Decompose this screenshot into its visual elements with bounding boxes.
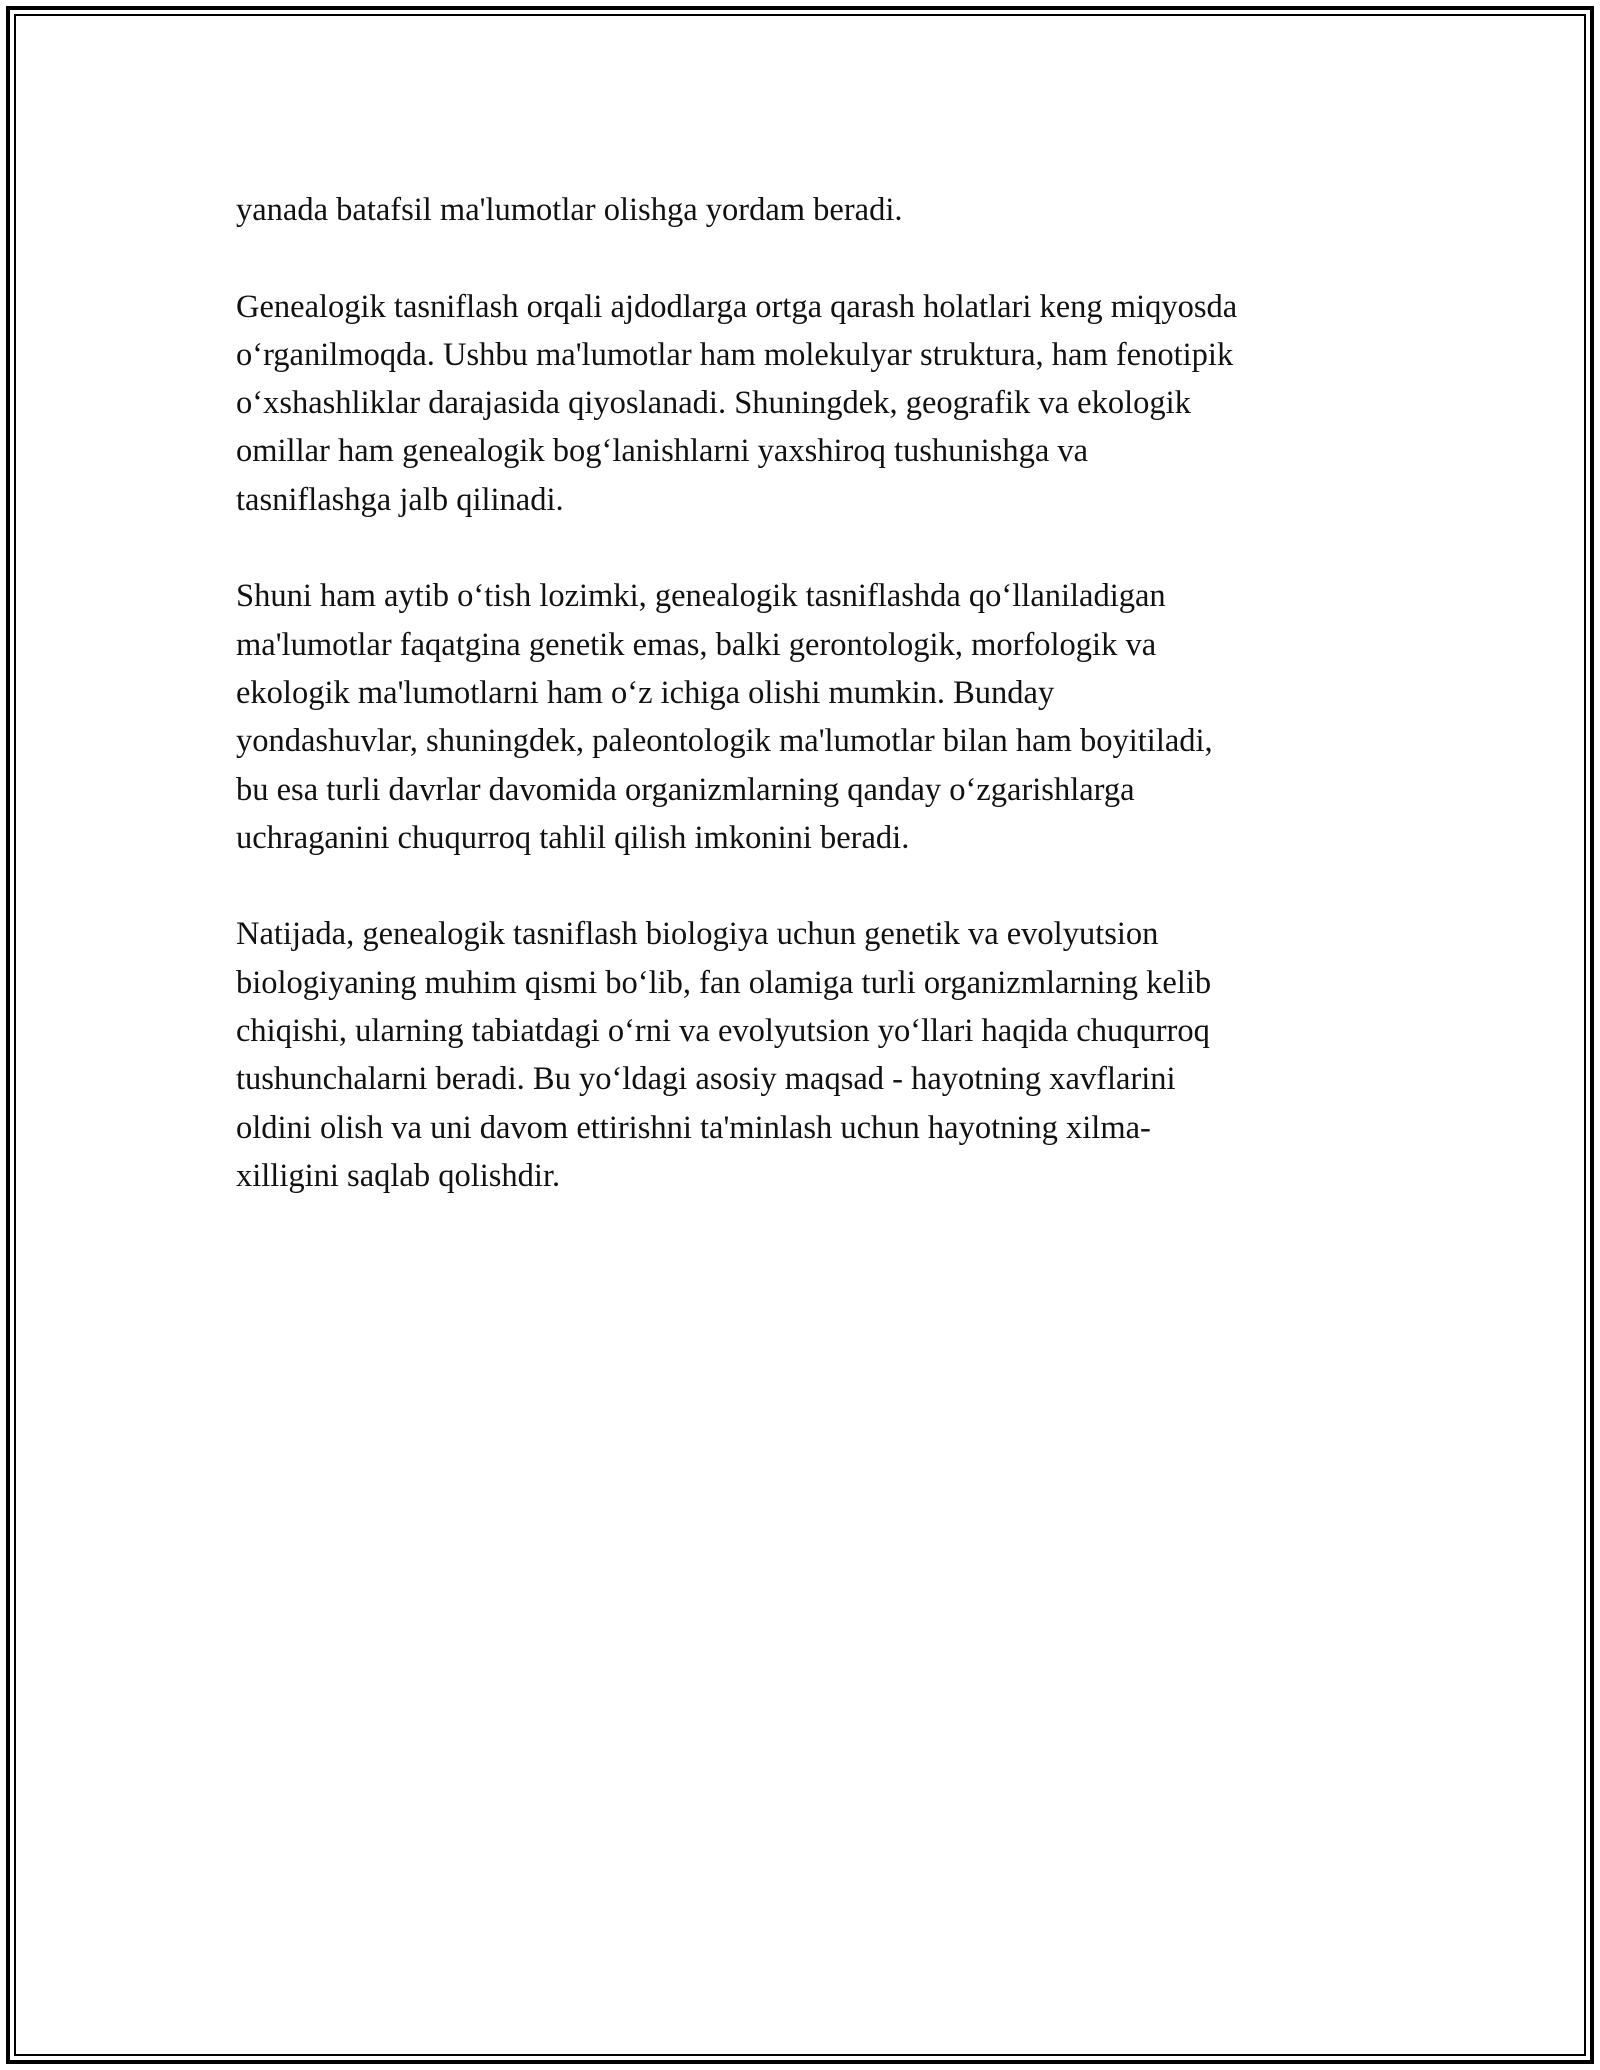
text-line: Genealogik tasniflash orqali ajdodlarga ortga qarash holatlari keng miqyosda	[236, 288, 1238, 325]
text-line: bu esa turli davrlar davomida organizmlarning qanday o‘zgarishlarga	[236, 771, 1135, 808]
paragraph-3	[236, 572, 1376, 862]
text-line: chiqishi, ularning tabiatdagi o‘rni va evolyutsion yo‘llari haqida chuqurroq	[236, 1013, 1210, 1050]
text-line: oldini olish va uni davom ettirishni ta'minlash uchun hayotning xilma-	[236, 1109, 1151, 1146]
text-line: yanada batafsil ma'lumotlar olishga yordam beradi.	[236, 192, 903, 228]
text-line: omillar ham genealogik bog‘lanishlarni yaxshiroq tushunishga va	[236, 433, 1089, 470]
text-line: ekologik ma'lumotlarni ham o‘z ichiga olishi mumkin. Bunday	[236, 674, 1055, 711]
text-line: Natijada, genealogik tasniflash biologiya uchun genetik va evolyutsion	[236, 916, 1159, 953]
text-line: tasniflashga jalb qilinadi.	[236, 481, 564, 518]
text-line: o‘rganilmoqda. Ushbu ma'lumotlar ham molekulyar struktura, ham fenotipik	[236, 336, 1234, 373]
text-line: xilligini saqlab qolishdir.	[236, 1157, 561, 1194]
text-line: biologiyaning muhim qismi bo‘lib, fan olamiga turli organizmlarning kelib	[236, 964, 1212, 1001]
paragraph-2	[236, 283, 1376, 524]
text-line: ma'lumotlar faqatgina genetik emas, balki gerontologik, morfologik va	[236, 626, 1157, 663]
text-line: yondashuvlar, shuningdek, paleontologik ma'lumotlar bilan ham boyitiladi,	[236, 723, 1213, 760]
text-line: Shuni ham aytib o‘tish lozimki, genealogik tasniflashda qo‘llaniladigan	[236, 578, 1166, 615]
paragraph-1	[236, 186, 1376, 234]
text-line: uchraganini chuqurroq tahlil qilish imkonini beradi.	[236, 819, 910, 856]
document-body	[236, 186, 1376, 1200]
paragraph-4	[236, 910, 1376, 1200]
text-line: tushunchalarni beradi. Bu yo‘ldagi asosiy maqsad - hayotning xavflarini	[236, 1061, 1176, 1098]
text-line: o‘xshashliklar darajasida qiyoslanadi. Shuningdek, geografik va ekologik	[236, 385, 1191, 422]
